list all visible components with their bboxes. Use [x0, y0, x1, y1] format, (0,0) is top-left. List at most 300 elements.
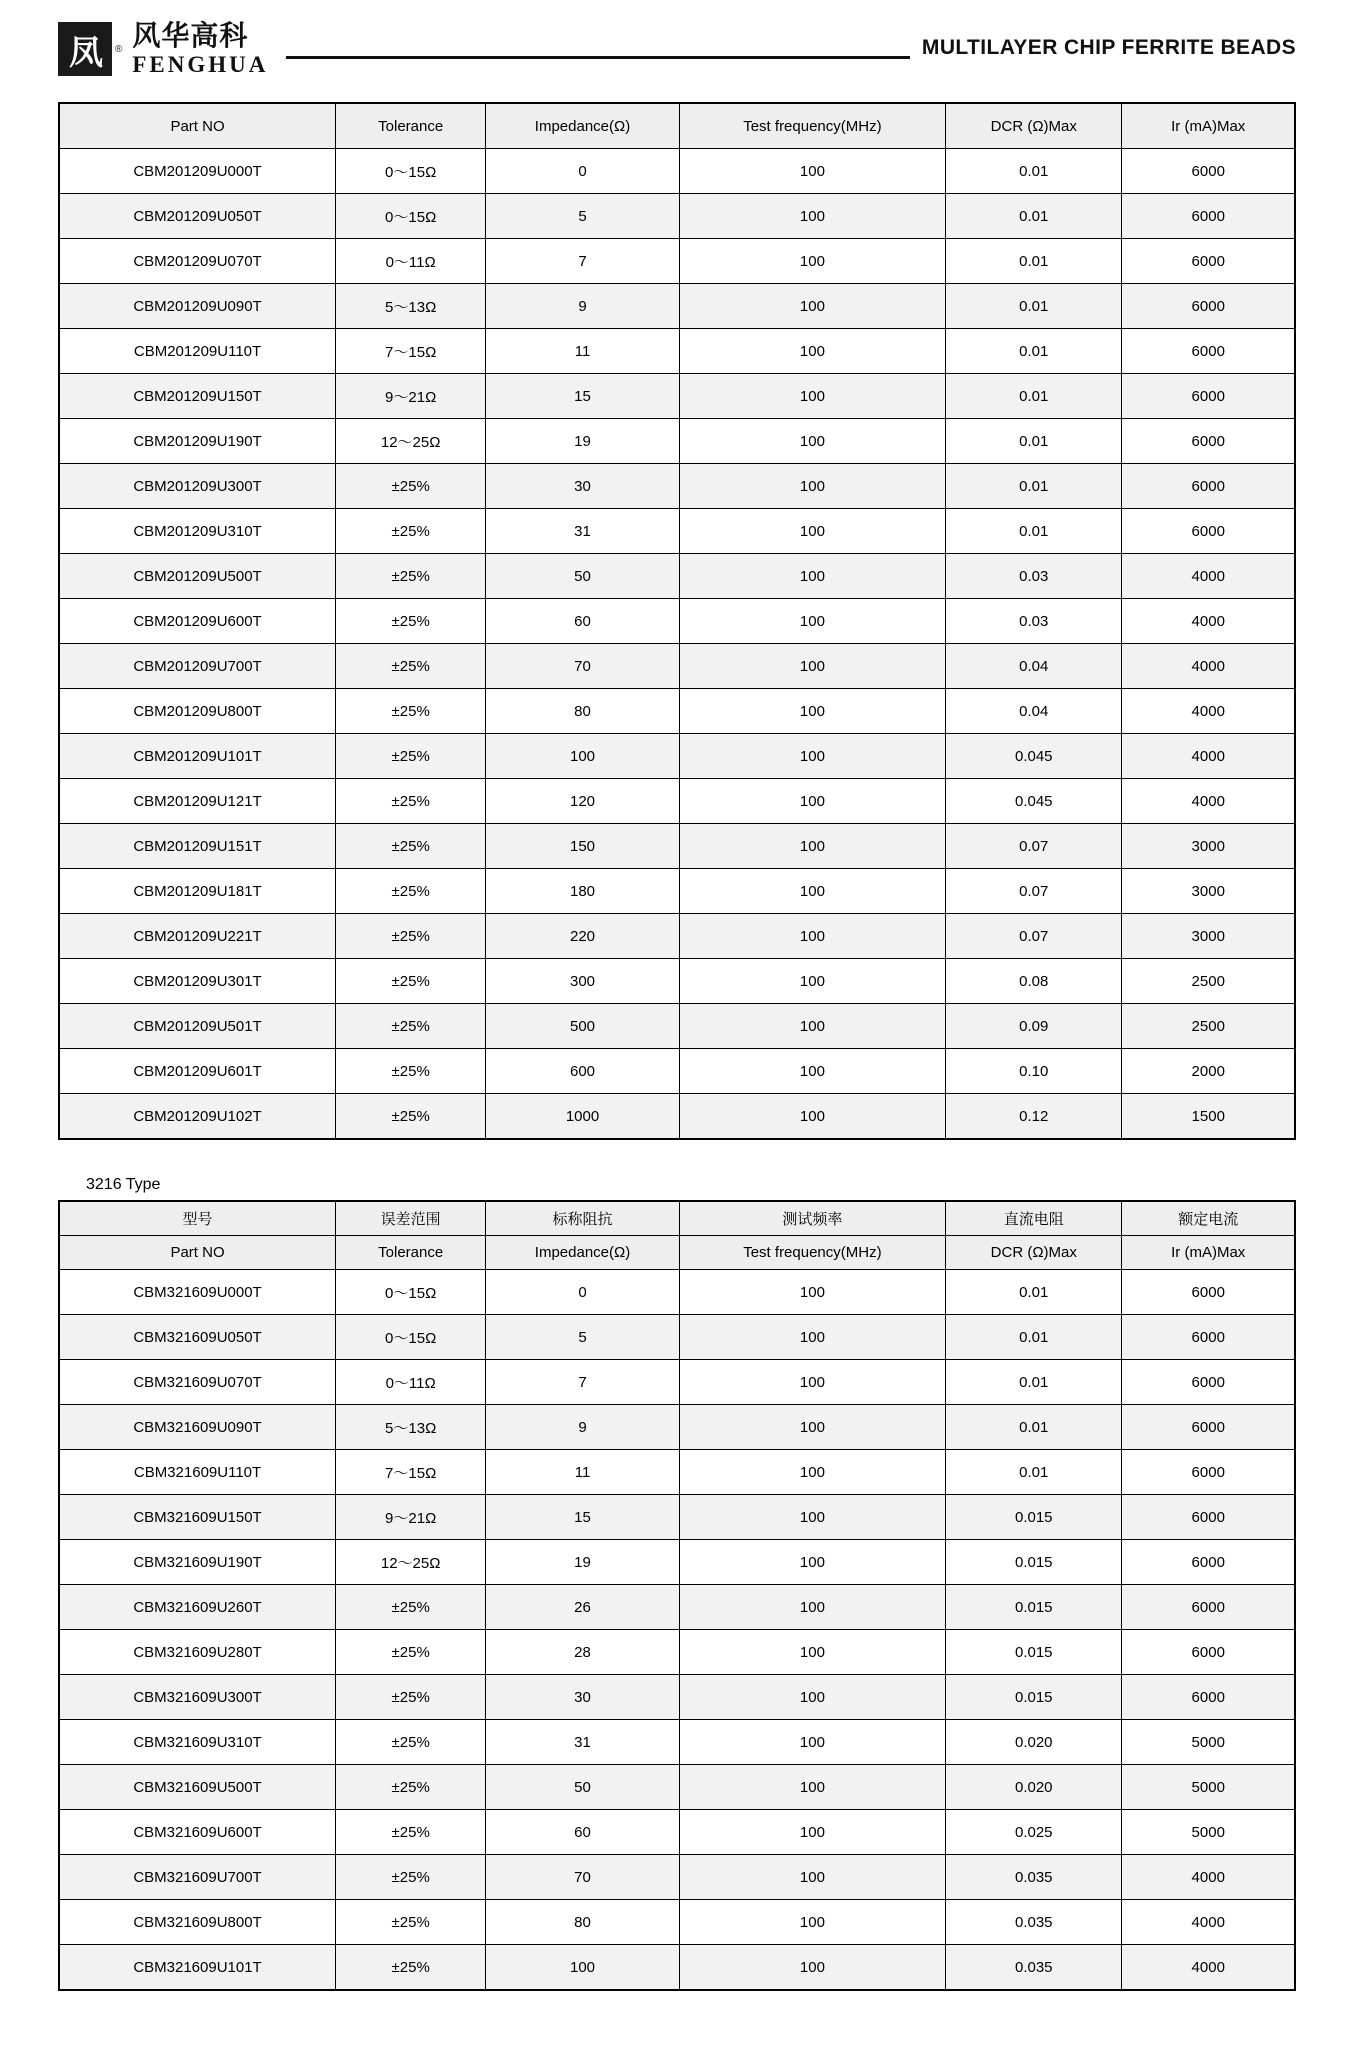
table-row [59, 374, 1295, 419]
cell-dcr: 0.07 [946, 824, 1122, 869]
cell-part-no: CBM321609U700T [59, 1855, 336, 1900]
cell-tolerance: ±25% [336, 779, 486, 824]
cell-ir: 6000 [1122, 1270, 1295, 1315]
cell-impedance: 100 [486, 734, 679, 779]
cell-ir: 6000 [1122, 509, 1295, 554]
cell-test-frequency: 100 [679, 869, 945, 914]
cell-ir: 6000 [1122, 1540, 1295, 1585]
cell-part-no: CBM201209U700T [59, 644, 336, 689]
cell-dcr: 0.035 [946, 1945, 1122, 1991]
table-1-body [59, 149, 1295, 1140]
cell-test-frequency: 100 [679, 1405, 945, 1450]
cell-impedance: 31 [486, 509, 679, 554]
cell-part-no: CBM201209U000T [59, 149, 336, 194]
cell-dcr: 0.01 [946, 1270, 1122, 1315]
cell-impedance: 26 [486, 1585, 679, 1630]
table-row [59, 554, 1295, 599]
cell-tolerance: 12～25Ω [336, 1540, 486, 1585]
cell-ir: 6000 [1122, 239, 1295, 284]
cell-tolerance: 12～25Ω [336, 419, 486, 464]
cell-part-no: CBM321609U000T [59, 1270, 336, 1315]
cell-test-frequency: 100 [679, 1720, 945, 1765]
cell-impedance: 180 [486, 869, 679, 914]
cell-dcr: 0.045 [946, 779, 1122, 824]
table-row [59, 464, 1295, 509]
table-row [59, 869, 1295, 914]
cell-part-no: CBM201209U050T [59, 194, 336, 239]
cell-test-frequency: 100 [679, 1004, 945, 1049]
cell-part-no: CBM201209U300T [59, 464, 336, 509]
cell-dcr: 0.07 [946, 869, 1122, 914]
column-header-part-no-cn: 型号 [59, 1201, 336, 1236]
cell-tolerance: ±25% [336, 869, 486, 914]
cell-impedance: 300 [486, 959, 679, 1004]
cell-ir: 6000 [1122, 1495, 1295, 1540]
table-2-head [59, 1201, 1295, 1270]
cell-ir: 6000 [1122, 419, 1295, 464]
cell-dcr: 0.01 [946, 464, 1122, 509]
cell-dcr: 0.08 [946, 959, 1122, 1004]
table-1-head [59, 103, 1295, 149]
cell-test-frequency: 100 [679, 1360, 945, 1405]
cell-tolerance: ±25% [336, 1675, 486, 1720]
cell-dcr: 0.10 [946, 1049, 1122, 1094]
table-row [59, 779, 1295, 824]
cell-test-frequency: 100 [679, 1315, 945, 1360]
table-row [59, 1810, 1295, 1855]
cell-impedance: 1000 [486, 1094, 679, 1140]
table-row [59, 1630, 1295, 1675]
cell-dcr: 0.01 [946, 284, 1122, 329]
table-row [59, 644, 1295, 689]
table-row [59, 1360, 1295, 1405]
cell-tolerance: ±25% [336, 1004, 486, 1049]
cell-impedance: 5 [486, 1315, 679, 1360]
table-header-row-cn [59, 1201, 1295, 1236]
cell-test-frequency: 100 [679, 1765, 945, 1810]
cell-dcr: 0.01 [946, 374, 1122, 419]
column-header-dcr: DCR (Ω)Max [946, 103, 1122, 149]
cell-test-frequency: 100 [679, 734, 945, 779]
cell-impedance: 11 [486, 329, 679, 374]
table-row [59, 599, 1295, 644]
table-row [59, 1004, 1295, 1049]
cell-part-no: CBM321609U300T [59, 1675, 336, 1720]
cell-ir: 5000 [1122, 1765, 1295, 1810]
column-header-part-no: Part NO [59, 103, 336, 149]
cell-test-frequency: 100 [679, 284, 945, 329]
cell-tolerance: 9～21Ω [336, 1495, 486, 1540]
cell-part-no: CBM321609U101T [59, 1945, 336, 1991]
cell-dcr: 0.01 [946, 1315, 1122, 1360]
cell-ir: 4000 [1122, 1855, 1295, 1900]
cell-test-frequency: 100 [679, 1540, 945, 1585]
cell-tolerance: 0～15Ω [336, 1315, 486, 1360]
cell-impedance: 50 [486, 554, 679, 599]
table-row [59, 689, 1295, 734]
cell-ir: 6000 [1122, 329, 1295, 374]
column-header-impedance-cn: 标称阻抗 [486, 1201, 679, 1236]
cell-part-no: CBM201209U301T [59, 959, 336, 1004]
cell-test-frequency: 100 [679, 1855, 945, 1900]
cell-test-frequency: 100 [679, 329, 945, 374]
cell-tolerance: 9～21Ω [336, 374, 486, 419]
cell-impedance: 9 [486, 1405, 679, 1450]
cell-test-frequency: 100 [679, 599, 945, 644]
cell-test-frequency: 100 [679, 374, 945, 419]
cell-tolerance: ±25% [336, 1765, 486, 1810]
table-row [59, 1270, 1295, 1315]
table-row [59, 284, 1295, 329]
column-header-ir-cn: 额定电流 [1122, 1201, 1295, 1236]
cell-dcr: 0.01 [946, 1450, 1122, 1495]
cell-ir: 6000 [1122, 374, 1295, 419]
cell-impedance: 5 [486, 194, 679, 239]
cell-part-no: CBM201209U221T [59, 914, 336, 959]
cell-tolerance: ±25% [336, 464, 486, 509]
cell-tolerance: ±25% [336, 1630, 486, 1675]
cell-impedance: 30 [486, 464, 679, 509]
cell-tolerance: ±25% [336, 554, 486, 599]
cell-part-no: CBM321609U110T [59, 1450, 336, 1495]
cell-tolerance: 5～13Ω [336, 1405, 486, 1450]
table-1-wrapper [58, 102, 1296, 1140]
cell-test-frequency: 100 [679, 1450, 945, 1495]
cell-part-no: CBM321609U600T [59, 1810, 336, 1855]
cell-part-no: CBM201209U500T [59, 554, 336, 599]
column-header-ir: Ir (mA)Max [1122, 103, 1295, 149]
cell-ir: 2500 [1122, 959, 1295, 1004]
cell-part-no: CBM321609U070T [59, 1360, 336, 1405]
cell-ir: 6000 [1122, 1315, 1295, 1360]
cell-ir: 3000 [1122, 914, 1295, 959]
cell-dcr: 0.01 [946, 1360, 1122, 1405]
table-row [59, 734, 1295, 779]
cell-ir: 5000 [1122, 1810, 1295, 1855]
cell-dcr: 0.01 [946, 419, 1122, 464]
cell-tolerance: 7～15Ω [336, 329, 486, 374]
cell-test-frequency: 100 [679, 1945, 945, 1991]
cell-dcr: 0.020 [946, 1765, 1122, 1810]
table-row [59, 1450, 1295, 1495]
cell-dcr: 0.035 [946, 1900, 1122, 1945]
cell-ir: 6000 [1122, 1360, 1295, 1405]
cell-tolerance: ±25% [336, 824, 486, 869]
cell-test-frequency: 100 [679, 149, 945, 194]
header-divider [286, 56, 910, 59]
cell-part-no: CBM201209U150T [59, 374, 336, 419]
cell-test-frequency: 100 [679, 959, 945, 1004]
section-label-3216: 3216 Type [86, 1176, 161, 1193]
cell-ir: 3000 [1122, 869, 1295, 914]
cell-tolerance: ±25% [336, 914, 486, 959]
cell-test-frequency: 100 [679, 1495, 945, 1540]
cell-impedance: 19 [486, 419, 679, 464]
table-row [59, 419, 1295, 464]
cell-tolerance: ±25% [336, 1855, 486, 1900]
cell-test-frequency: 100 [679, 1585, 945, 1630]
column-header-dcr: DCR (Ω)Max [946, 1236, 1122, 1270]
cell-ir: 2500 [1122, 1004, 1295, 1049]
cell-tolerance: 0～11Ω [336, 1360, 486, 1405]
column-header-impedance: Impedance(Ω) [486, 1236, 679, 1270]
cell-ir: 6000 [1122, 149, 1295, 194]
cell-test-frequency: 100 [679, 419, 945, 464]
cell-impedance: 500 [486, 1004, 679, 1049]
cell-tolerance: ±25% [336, 689, 486, 734]
cell-tolerance: ±25% [336, 1810, 486, 1855]
cell-ir: 4000 [1122, 1945, 1295, 1991]
cell-test-frequency: 100 [679, 1049, 945, 1094]
cell-part-no: CBM201209U151T [59, 824, 336, 869]
cell-tolerance: ±25% [336, 1585, 486, 1630]
cell-dcr: 0.03 [946, 554, 1122, 599]
table-row [59, 1900, 1295, 1945]
cell-test-frequency: 100 [679, 239, 945, 284]
cell-test-frequency: 100 [679, 509, 945, 554]
table-row [59, 1049, 1295, 1094]
cell-part-no: CBM321609U800T [59, 1900, 336, 1945]
cell-ir: 6000 [1122, 1405, 1295, 1450]
cell-part-no: CBM201209U310T [59, 509, 336, 554]
logo-text [132, 19, 269, 77]
cell-dcr: 0.015 [946, 1495, 1122, 1540]
cell-test-frequency: 100 [679, 689, 945, 734]
cell-ir: 6000 [1122, 1450, 1295, 1495]
cell-test-frequency: 100 [679, 1675, 945, 1720]
cell-impedance: 19 [486, 1540, 679, 1585]
cell-tolerance: 5～13Ω [336, 284, 486, 329]
column-header-ir: Ir (mA)Max [1122, 1236, 1295, 1270]
table-row [59, 959, 1295, 1004]
cell-test-frequency: 100 [679, 1900, 945, 1945]
cell-part-no: CBM201209U600T [59, 599, 336, 644]
table-row [59, 194, 1295, 239]
cell-part-no: CBM201209U501T [59, 1004, 336, 1049]
cell-part-no: CBM201209U601T [59, 1049, 336, 1094]
cell-dcr: 0.01 [946, 194, 1122, 239]
cell-dcr: 0.015 [946, 1585, 1122, 1630]
cell-part-no: CBM201209U800T [59, 689, 336, 734]
cell-dcr: 0.12 [946, 1094, 1122, 1140]
table-2-wrapper [58, 1200, 1296, 1991]
registered-trademark-icon: ® [115, 43, 123, 55]
cell-tolerance: 0～15Ω [336, 194, 486, 239]
cell-impedance: 70 [486, 1855, 679, 1900]
spec-table-2012 [58, 102, 1296, 1140]
cell-part-no: CBM201209U190T [59, 419, 336, 464]
cell-dcr: 0.04 [946, 689, 1122, 734]
table-row [59, 1315, 1295, 1360]
table-row [59, 1585, 1295, 1630]
cell-ir: 4000 [1122, 554, 1295, 599]
column-header-test-frequency: Test frequency(MHz) [679, 103, 945, 149]
table-row [59, 1405, 1295, 1450]
logo-english-name: FENGHUA [132, 52, 269, 77]
cell-impedance: 28 [486, 1630, 679, 1675]
table-row [59, 1720, 1295, 1765]
cell-impedance: 15 [486, 1495, 679, 1540]
cell-tolerance: ±25% [336, 509, 486, 554]
table-row [59, 824, 1295, 869]
table-row [59, 1855, 1295, 1900]
cell-test-frequency: 100 [679, 1630, 945, 1675]
table-row [59, 239, 1295, 284]
cell-tolerance: ±25% [336, 1094, 486, 1140]
cell-impedance: 0 [486, 149, 679, 194]
table-2-body [59, 1270, 1295, 1991]
cell-dcr: 0.04 [946, 644, 1122, 689]
cell-part-no: CBM201209U102T [59, 1094, 336, 1140]
cell-impedance: 31 [486, 1720, 679, 1765]
cell-tolerance: 0～15Ω [336, 1270, 486, 1315]
column-header-tolerance-cn: 误差范围 [336, 1201, 486, 1236]
table-row [59, 1094, 1295, 1140]
column-header-dcr-cn: 直流电阻 [946, 1201, 1122, 1236]
cell-impedance: 11 [486, 1450, 679, 1495]
cell-impedance: 220 [486, 914, 679, 959]
cell-impedance: 600 [486, 1049, 679, 1094]
cell-part-no: CBM321609U150T [59, 1495, 336, 1540]
cell-part-no: CBM201209U121T [59, 779, 336, 824]
cell-ir: 6000 [1122, 194, 1295, 239]
cell-dcr: 0.025 [946, 1810, 1122, 1855]
table-row [59, 1765, 1295, 1810]
cell-test-frequency: 100 [679, 194, 945, 239]
cell-dcr: 0.035 [946, 1855, 1122, 1900]
cell-ir: 3000 [1122, 824, 1295, 869]
cell-ir: 6000 [1122, 284, 1295, 329]
cell-part-no: CBM321609U090T [59, 1405, 336, 1450]
column-header-tolerance: Tolerance [336, 103, 486, 149]
column-header-impedance: Impedance(Ω) [486, 103, 679, 149]
spec-table-3216 [58, 1200, 1296, 1991]
cell-impedance: 100 [486, 1945, 679, 1991]
cell-impedance: 0 [486, 1270, 679, 1315]
cell-part-no: CBM321609U050T [59, 1315, 336, 1360]
cell-impedance: 150 [486, 824, 679, 869]
cell-test-frequency: 100 [679, 464, 945, 509]
column-header-test-frequency-cn: 测试频率 [679, 1201, 945, 1236]
cell-ir: 4000 [1122, 779, 1295, 824]
cell-ir: 4000 [1122, 734, 1295, 779]
cell-impedance: 80 [486, 689, 679, 734]
cell-dcr: 0.07 [946, 914, 1122, 959]
cell-impedance: 60 [486, 1810, 679, 1855]
cell-test-frequency: 100 [679, 1810, 945, 1855]
cell-test-frequency: 100 [679, 779, 945, 824]
cell-impedance: 70 [486, 644, 679, 689]
column-header-tolerance: Tolerance [336, 1236, 486, 1270]
cell-part-no: CBM201209U101T [59, 734, 336, 779]
cell-tolerance: ±25% [336, 959, 486, 1004]
cell-test-frequency: 100 [679, 644, 945, 689]
cell-dcr: 0.09 [946, 1004, 1122, 1049]
cell-tolerance: ±25% [336, 644, 486, 689]
cell-impedance: 60 [486, 599, 679, 644]
table-header-row-en [59, 1236, 1295, 1270]
cell-ir: 5000 [1122, 1720, 1295, 1765]
column-header-test-frequency: Test frequency(MHz) [679, 1236, 945, 1270]
column-header-part-no: Part NO [59, 1236, 336, 1270]
cell-part-no: CBM321609U280T [59, 1630, 336, 1675]
cell-impedance: 50 [486, 1765, 679, 1810]
page-header [58, 0, 1296, 84]
cell-tolerance: ±25% [336, 1720, 486, 1765]
table-row [59, 1540, 1295, 1585]
cell-tolerance: ±25% [336, 1049, 486, 1094]
page-title: MULTILAYER CHIP FERRITE BEADS [921, 36, 1296, 59]
table-row [59, 509, 1295, 554]
cell-impedance: 120 [486, 779, 679, 824]
table-row [59, 1675, 1295, 1720]
cell-part-no: CBM201209U070T [59, 239, 336, 284]
cell-part-no: CBM201209U181T [59, 869, 336, 914]
cell-tolerance: 0～11Ω [336, 239, 486, 284]
cell-dcr: 0.015 [946, 1630, 1122, 1675]
table-row [59, 1495, 1295, 1540]
cell-part-no: CBM321609U190T [59, 1540, 336, 1585]
cell-ir: 6000 [1122, 1630, 1295, 1675]
company-logo [58, 19, 269, 77]
cell-dcr: 0.03 [946, 599, 1122, 644]
cell-dcr: 0.015 [946, 1675, 1122, 1720]
cell-ir: 4000 [1122, 689, 1295, 734]
cell-ir: 4000 [1122, 599, 1295, 644]
cell-dcr: 0.01 [946, 1405, 1122, 1450]
cell-dcr: 0.015 [946, 1540, 1122, 1585]
cell-impedance: 80 [486, 1900, 679, 1945]
cell-dcr: 0.01 [946, 509, 1122, 554]
cell-tolerance: ±25% [336, 1945, 486, 1991]
table-row [59, 1945, 1295, 1991]
cell-tolerance: ±25% [336, 599, 486, 644]
cell-ir: 4000 [1122, 1900, 1295, 1945]
table-row [59, 149, 1295, 194]
cell-test-frequency: 100 [679, 1094, 945, 1140]
cell-part-no: CBM321609U260T [59, 1585, 336, 1630]
cell-impedance: 9 [486, 284, 679, 329]
table-header-row [59, 103, 1295, 149]
logo-glyph: 凤 [69, 34, 101, 72]
cell-impedance: 15 [486, 374, 679, 419]
cell-part-no: CBM201209U090T [59, 284, 336, 329]
cell-part-no: CBM321609U310T [59, 1720, 336, 1765]
cell-test-frequency: 100 [679, 554, 945, 599]
fenghua-logo-icon [58, 22, 112, 76]
cell-impedance: 7 [486, 239, 679, 284]
cell-ir: 6000 [1122, 1585, 1295, 1630]
cell-test-frequency: 100 [679, 1270, 945, 1315]
cell-ir: 6000 [1122, 464, 1295, 509]
cell-test-frequency: 100 [679, 914, 945, 959]
cell-ir: 4000 [1122, 644, 1295, 689]
logo-chinese-name: 风华高科 [132, 19, 249, 52]
cell-dcr: 0.01 [946, 239, 1122, 284]
cell-tolerance: 7～15Ω [336, 1450, 486, 1495]
cell-dcr: 0.045 [946, 734, 1122, 779]
cell-test-frequency: 100 [679, 824, 945, 869]
cell-tolerance: ±25% [336, 1900, 486, 1945]
cell-impedance: 7 [486, 1360, 679, 1405]
cell-dcr: 0.01 [946, 149, 1122, 194]
cell-part-no: CBM201209U110T [59, 329, 336, 374]
cell-impedance: 30 [486, 1675, 679, 1720]
cell-ir: 2000 [1122, 1049, 1295, 1094]
cell-dcr: 0.01 [946, 329, 1122, 374]
cell-tolerance: ±25% [336, 734, 486, 779]
cell-tolerance: 0～15Ω [336, 149, 486, 194]
